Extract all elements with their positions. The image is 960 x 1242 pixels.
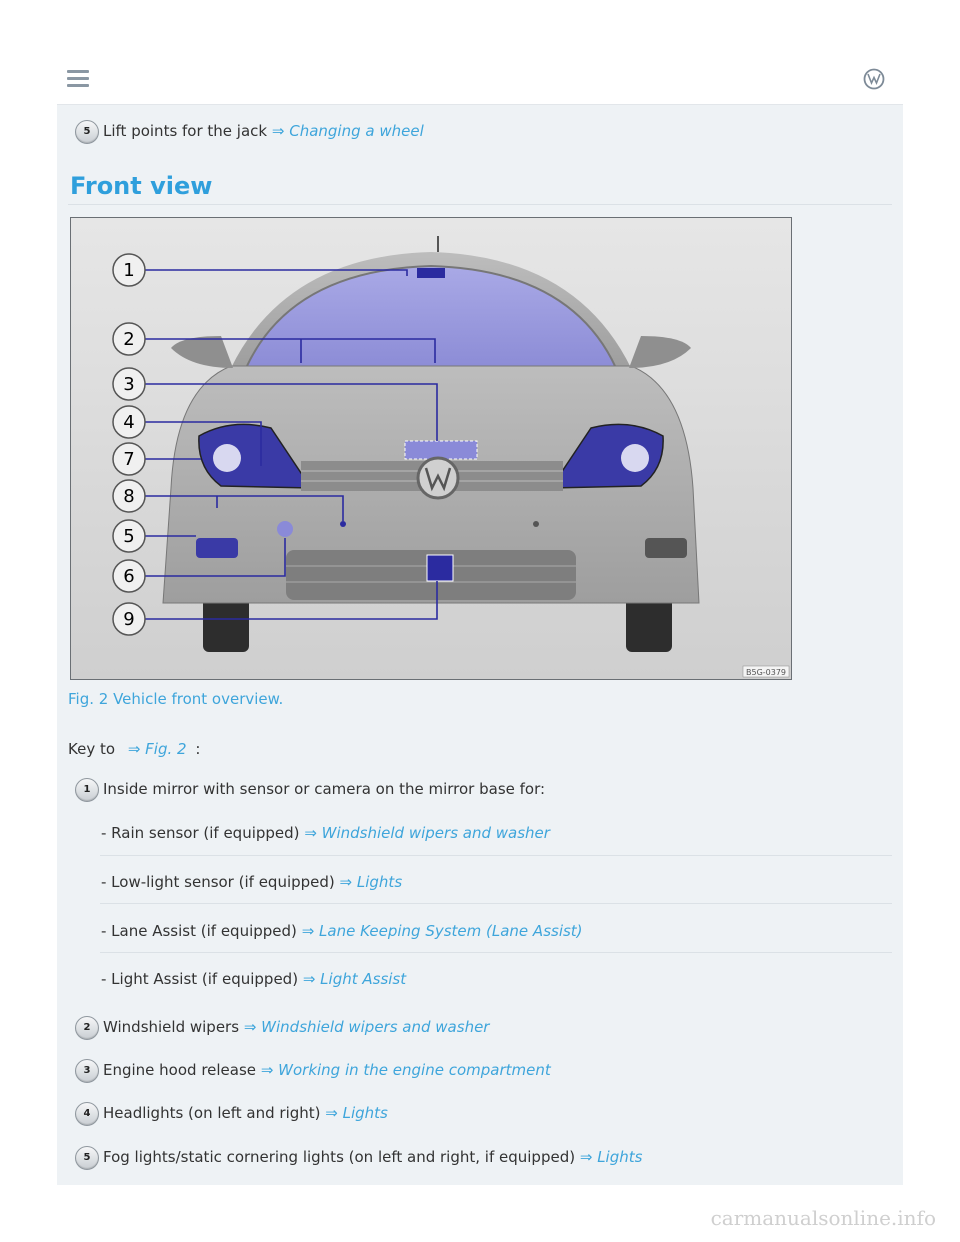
figure-callout: 9 (123, 609, 135, 630)
list-item (103, 1018, 489, 1036)
top-bar (57, 58, 903, 105)
item-link[interactable]: ⇒ Lane Keeping System (Lane Assist) (301, 922, 583, 940)
item-text: Engine hood release (103, 1061, 257, 1079)
callout-number-badge: 2 (75, 1016, 99, 1040)
watermark: carmanualsonline.info (710, 1206, 936, 1230)
sub-list-item (101, 922, 583, 940)
sub-list-item (101, 824, 550, 842)
callout-number-badge: 1 (75, 778, 99, 802)
item-link[interactable]: ⇒ Windshield wipers and washer (243, 1018, 490, 1036)
vehicle-front-figure (70, 217, 792, 680)
item-link[interactable]: ⇒ Lights (325, 1104, 388, 1122)
key-link[interactable]: ⇒ Fig. 2 (127, 740, 187, 758)
item-link[interactable]: ⇒ Changing a wheel (271, 122, 424, 140)
key-prefix: Key to (68, 740, 116, 758)
callout-number-badge: 5 (75, 120, 99, 144)
divider (100, 903, 892, 904)
figure-callout: 2 (123, 329, 135, 350)
item-link[interactable]: ⇒ Light Assist (302, 970, 407, 988)
figure-caption: Fig. 2 Vehicle front overview. (68, 690, 284, 708)
divider (100, 952, 892, 953)
figure-callout: 3 (123, 374, 135, 395)
list-item (103, 1061, 551, 1079)
item-text: - Low-light sensor (if equipped) (101, 873, 335, 891)
item-link[interactable]: ⇒ Working in the engine compartment (260, 1061, 551, 1079)
item-link[interactable]: ⇒ Lights (339, 873, 403, 891)
figure-callout: 4 (123, 412, 135, 433)
key-line (68, 740, 200, 758)
sub-list-item (101, 873, 402, 891)
list-item: Inside mirror with sensor or camera on the mirror base for: (103, 780, 546, 798)
sub-list-item (101, 970, 406, 988)
divider (100, 855, 892, 856)
item-text: Windshield wipers (103, 1018, 240, 1036)
list-item (103, 122, 424, 140)
figure-callout: 5 (123, 526, 135, 547)
callout-number-badge: 5 (75, 1146, 99, 1170)
callout-number-badge: 3 (75, 1059, 99, 1083)
callout-number-badge: 4 (75, 1102, 99, 1126)
figure-code: B5G-0379 (745, 668, 787, 677)
item-link[interactable]: ⇒ Lights (579, 1148, 643, 1166)
figure-callout: 1 (123, 260, 135, 281)
item-text: Lift points for the jack (103, 122, 268, 140)
hamburger-menu-icon[interactable] (67, 70, 89, 88)
section-title: Front view (70, 172, 213, 200)
item-text: - Light Assist (if equipped) (101, 970, 299, 988)
key-suffix: : (195, 740, 201, 758)
item-link[interactable]: ⇒ Windshield wipers and washer (304, 824, 550, 842)
figure-callout: 8 (123, 486, 135, 507)
item-text: - Lane Assist (if equipped) (101, 922, 297, 940)
vw-logo-icon[interactable] (863, 68, 885, 90)
item-text: Fog lights/static cornering lights (on left and right, if equipped) (103, 1148, 576, 1166)
car-illustration (71, 218, 791, 679)
item-text: Headlights (on left and right) (103, 1104, 321, 1122)
item-text: - Rain sensor (if equipped) (101, 824, 300, 842)
divider (68, 204, 892, 205)
figure-callout: 6 (123, 566, 135, 587)
list-item (103, 1104, 388, 1122)
figure-callout: 7 (123, 449, 135, 470)
list-item (103, 1148, 642, 1166)
